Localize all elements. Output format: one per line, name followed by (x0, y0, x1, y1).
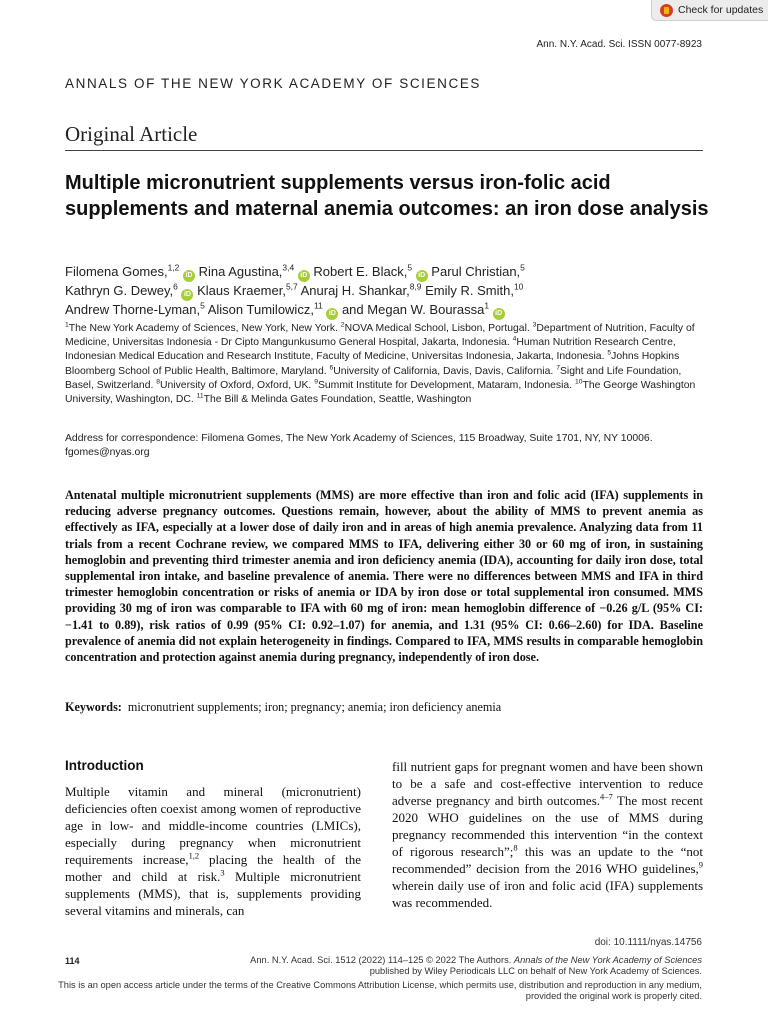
affiliation-text: The New York Academy of Sciences, New York, New York. (68, 323, 341, 334)
affiliation-text: University of California, Davis, Davis, California. (333, 365, 557, 377)
orcid-icon[interactable]: iD (181, 289, 193, 301)
affiliations (65, 322, 705, 407)
footer-citation (182, 955, 702, 977)
author-name[interactable]: Emily R. Smith, (425, 283, 514, 298)
citation-journal: Annals of the New York Academy of Sciences (513, 955, 702, 965)
body-text: Multiple vitamin and mineral (micronutrient) deficiencies often coexist among women of reproductive age in low- and middle-income countries (LMICs), especially during pregnancy when micronutrient requirements increase, (65, 784, 361, 867)
body-text: placing the health of the mother and child at risk. (65, 852, 362, 884)
author-affiliation-marker: 5 (407, 262, 413, 273)
orcid-icon[interactable]: iD (298, 270, 310, 282)
journal-name: ANNALS OF THE NEW YORK ACADEMY OF SCIENCES (65, 76, 482, 91)
author-name[interactable]: Kathryn G. Dewey, (65, 283, 174, 298)
body-text: Multiple micronutrient supplements (MMS), that is, supplements providing several vitamins and minerals, can (65, 869, 361, 918)
keywords-label: Keywords: (65, 700, 122, 714)
author-name[interactable]: Klaus Kraemer, (197, 283, 286, 298)
author-affiliation-marker: 10 (513, 281, 524, 292)
doi-link[interactable]: doi: 10.1111/nyas.14756 (594, 937, 702, 948)
article-type: Original Article (65, 122, 198, 146)
author-affiliation-marker: 5 (200, 300, 205, 311)
orcid-icon[interactable]: iD (326, 308, 338, 320)
abstract: Antenatal multiple micronutrient supplements (MMS) are more effective than iron and folic acid (IFA) supplements in reducing adverse pregnancy outcomes. Questions remain, however, about the ability of MMS to prevent anemia as effectively as IFA, especially at a lower dose of daily iron and in areas of high anemia prevalence. Analyzing data from 11 trials from a recent Cochrane review, we compared MMS to IFA, delivering either 30 or 60 mg of iron, in sustaining hemoglobin and preventing third trimester anemia and iron deficiency anemia (IDA), accounting for daily iron dose, total supplemental iron intake, and baseline prevalence of anemia. There were no differences between MMS and IFA in third trimester hemoglobin concentration or risks of anemia or IDA by iron dose or total supplemental iron consumed. MMS providing 30 mg of iron was comparable to IFA with 60 mg of iron: mean hemoglobin difference of −0.26 g/L (95% CI: −1.41 to 0.89), risk ratios of 0.99 (95% CI: 0.92–1.07) for anemia, and 1.31 (95% CI: 0.66–2.60) for IDA. Baseline prevalence of anemia did not explain heterogeneity in findings. Compared to IFA, MMS results in comparable hemoglobin concentration and protection against anemia during pregnancy, independently of iron dose. (65, 488, 703, 665)
body-text: this was an update to the “not recommended” decision from the 2016 WHO guidelines, (392, 844, 703, 876)
body-paragraph (65, 783, 361, 919)
author-name[interactable]: Parul Christian, (431, 264, 521, 279)
citation-ref[interactable]: 8 (513, 842, 518, 853)
affiliation-text: The George Washington University, Washington, DC. (65, 379, 696, 406)
author-name[interactable]: Robert E. Black, (313, 264, 408, 279)
keywords-text: micronutrient supplements; iron; pregnancy; anemia; iron deficiency anemia (127, 700, 502, 714)
citation-ref[interactable]: 3 (220, 867, 225, 878)
page-number: 114 (65, 956, 80, 966)
author-name[interactable]: Megan W. Bourassa (367, 302, 485, 317)
author-affiliation-marker: 11 (313, 300, 323, 311)
affiliation-number: 8 (156, 378, 161, 386)
orcid-icon[interactable]: iD (493, 308, 505, 320)
body-text: The most recent 2020 WHO guidelines on the use of MMS during pregnancy recommended this intervention “in the context of rigorous research”; (392, 793, 704, 859)
section-heading-introduction: Introduction (65, 758, 144, 773)
affiliation-text: Sight and Life Foundation, Basel, Switzerland. (65, 365, 682, 391)
affiliation-number: 6 (329, 364, 334, 372)
affiliation-text: Johns Hopkins Bloomberg School of Public Health, Baltimore, Maryland. (65, 351, 680, 377)
author-affiliation-marker: 3,4 (282, 262, 295, 273)
citation-publisher: published by Wiley Periodicals LLC on behalf of New York Academy of Sciences. (369, 966, 702, 976)
author-affiliation-marker: 8,9 (409, 281, 422, 292)
article-title: Multiple micronutrient supplements versus iron-folic acid supplements and maternal anemia outcomes: an iron dose analysis (65, 172, 709, 220)
author-name[interactable]: Rina Agustina, (198, 264, 283, 279)
author-list (65, 263, 715, 320)
orcid-icon[interactable]: iD (416, 270, 428, 282)
author-affiliation-marker: 1 (484, 300, 490, 311)
author-name[interactable]: Alison Tumilowicz, (207, 302, 314, 317)
author-name[interactable]: Andrew Thorne-Lyman, (65, 302, 201, 317)
license-notice: This is an open access article under the terms of the Creative Commons Attribution License, which permits use, distribution and reproduction in any medium, provided the original work is properly cited. (58, 980, 702, 1001)
author-affiliation-marker: 6 (173, 281, 178, 292)
author-affiliation-marker: 1,2 (167, 262, 180, 273)
body-text: wherein daily use of iron and folic acid (IFA) supplements was recommended. (392, 878, 703, 910)
citation-ref[interactable]: 9 (698, 859, 703, 870)
affiliation-text: The Bill & Melinda Gates Foundation, Seattle, Washington (203, 394, 472, 406)
affiliation-text: Human Nutrition Research Centre, Indonesian Medical Education and Research Institute, Faculty of Medicine, Universitas Indonesia, Jakarta, Indonesia. (65, 337, 676, 363)
affiliation-number: 5 (607, 349, 612, 357)
affiliation-text: Summit Institute for Development, Mataram, Indonesia. (317, 379, 575, 391)
author-affiliation-marker: 5 (520, 262, 525, 273)
affiliation-number: 9 (314, 378, 318, 386)
affiliation-number: 3 (532, 321, 537, 329)
affiliation-number: 7 (556, 364, 560, 372)
journal-issn: Ann. N.Y. Acad. Sci. ISSN 0077-8923 (536, 39, 702, 50)
author-name[interactable]: Anuraj H. Shankar, (300, 283, 410, 298)
affiliation-number: 1 (65, 321, 69, 329)
citation-ref[interactable]: 1,2 (188, 850, 200, 861)
affiliation-text: NOVA Medical School, Lisbon, Portugal. (344, 323, 533, 334)
check-for-updates-button[interactable] (651, 0, 768, 21)
affiliation-number: 2 (340, 321, 345, 329)
citation-ref[interactable]: 4–7 (600, 791, 613, 802)
keywords (65, 700, 501, 715)
author-affiliation-marker: 5,7 (285, 281, 298, 292)
affiliation-number: 11 (196, 392, 204, 400)
affiliation-number: 4 (512, 335, 517, 343)
body-text: fill nutrient gaps for pregnant women and have been shown to be a safe and cost-effective intervention to reduce adverse pregnancy and birth outcomes. (392, 759, 703, 808)
affiliation-number: 10 (574, 378, 583, 386)
citation-text: Ann. N.Y. Acad. Sci. 1512 (2022) 114–125 © 2022 The Authors. (250, 955, 514, 965)
affiliation-text: Department of Nutrition, Faculty of Medicine, Universitas Indonesia - Dr Cipto Mangunkusumo General Hospital, Jakarta, Indonesia. (65, 323, 695, 349)
check-updates-icon (660, 4, 673, 17)
body-column-left (65, 783, 361, 919)
author-conjunction: and (341, 302, 364, 317)
section-divider (65, 150, 703, 151)
correspondence-address: Address for correspondence: Filomena Gomes, The New York Academy of Sciences, 115 Broadway, Suite 1701, NY, NY 10006. fgomes@nyas.org (65, 433, 653, 459)
affiliation-text: University of Oxford, Oxford, UK. (160, 379, 315, 391)
check-updates-label: Check for updates (678, 4, 764, 16)
body-paragraph (392, 758, 703, 911)
author-name[interactable]: Filomena Gomes, (65, 264, 168, 279)
orcid-icon[interactable]: iD (183, 270, 195, 282)
body-column-right (392, 758, 703, 911)
